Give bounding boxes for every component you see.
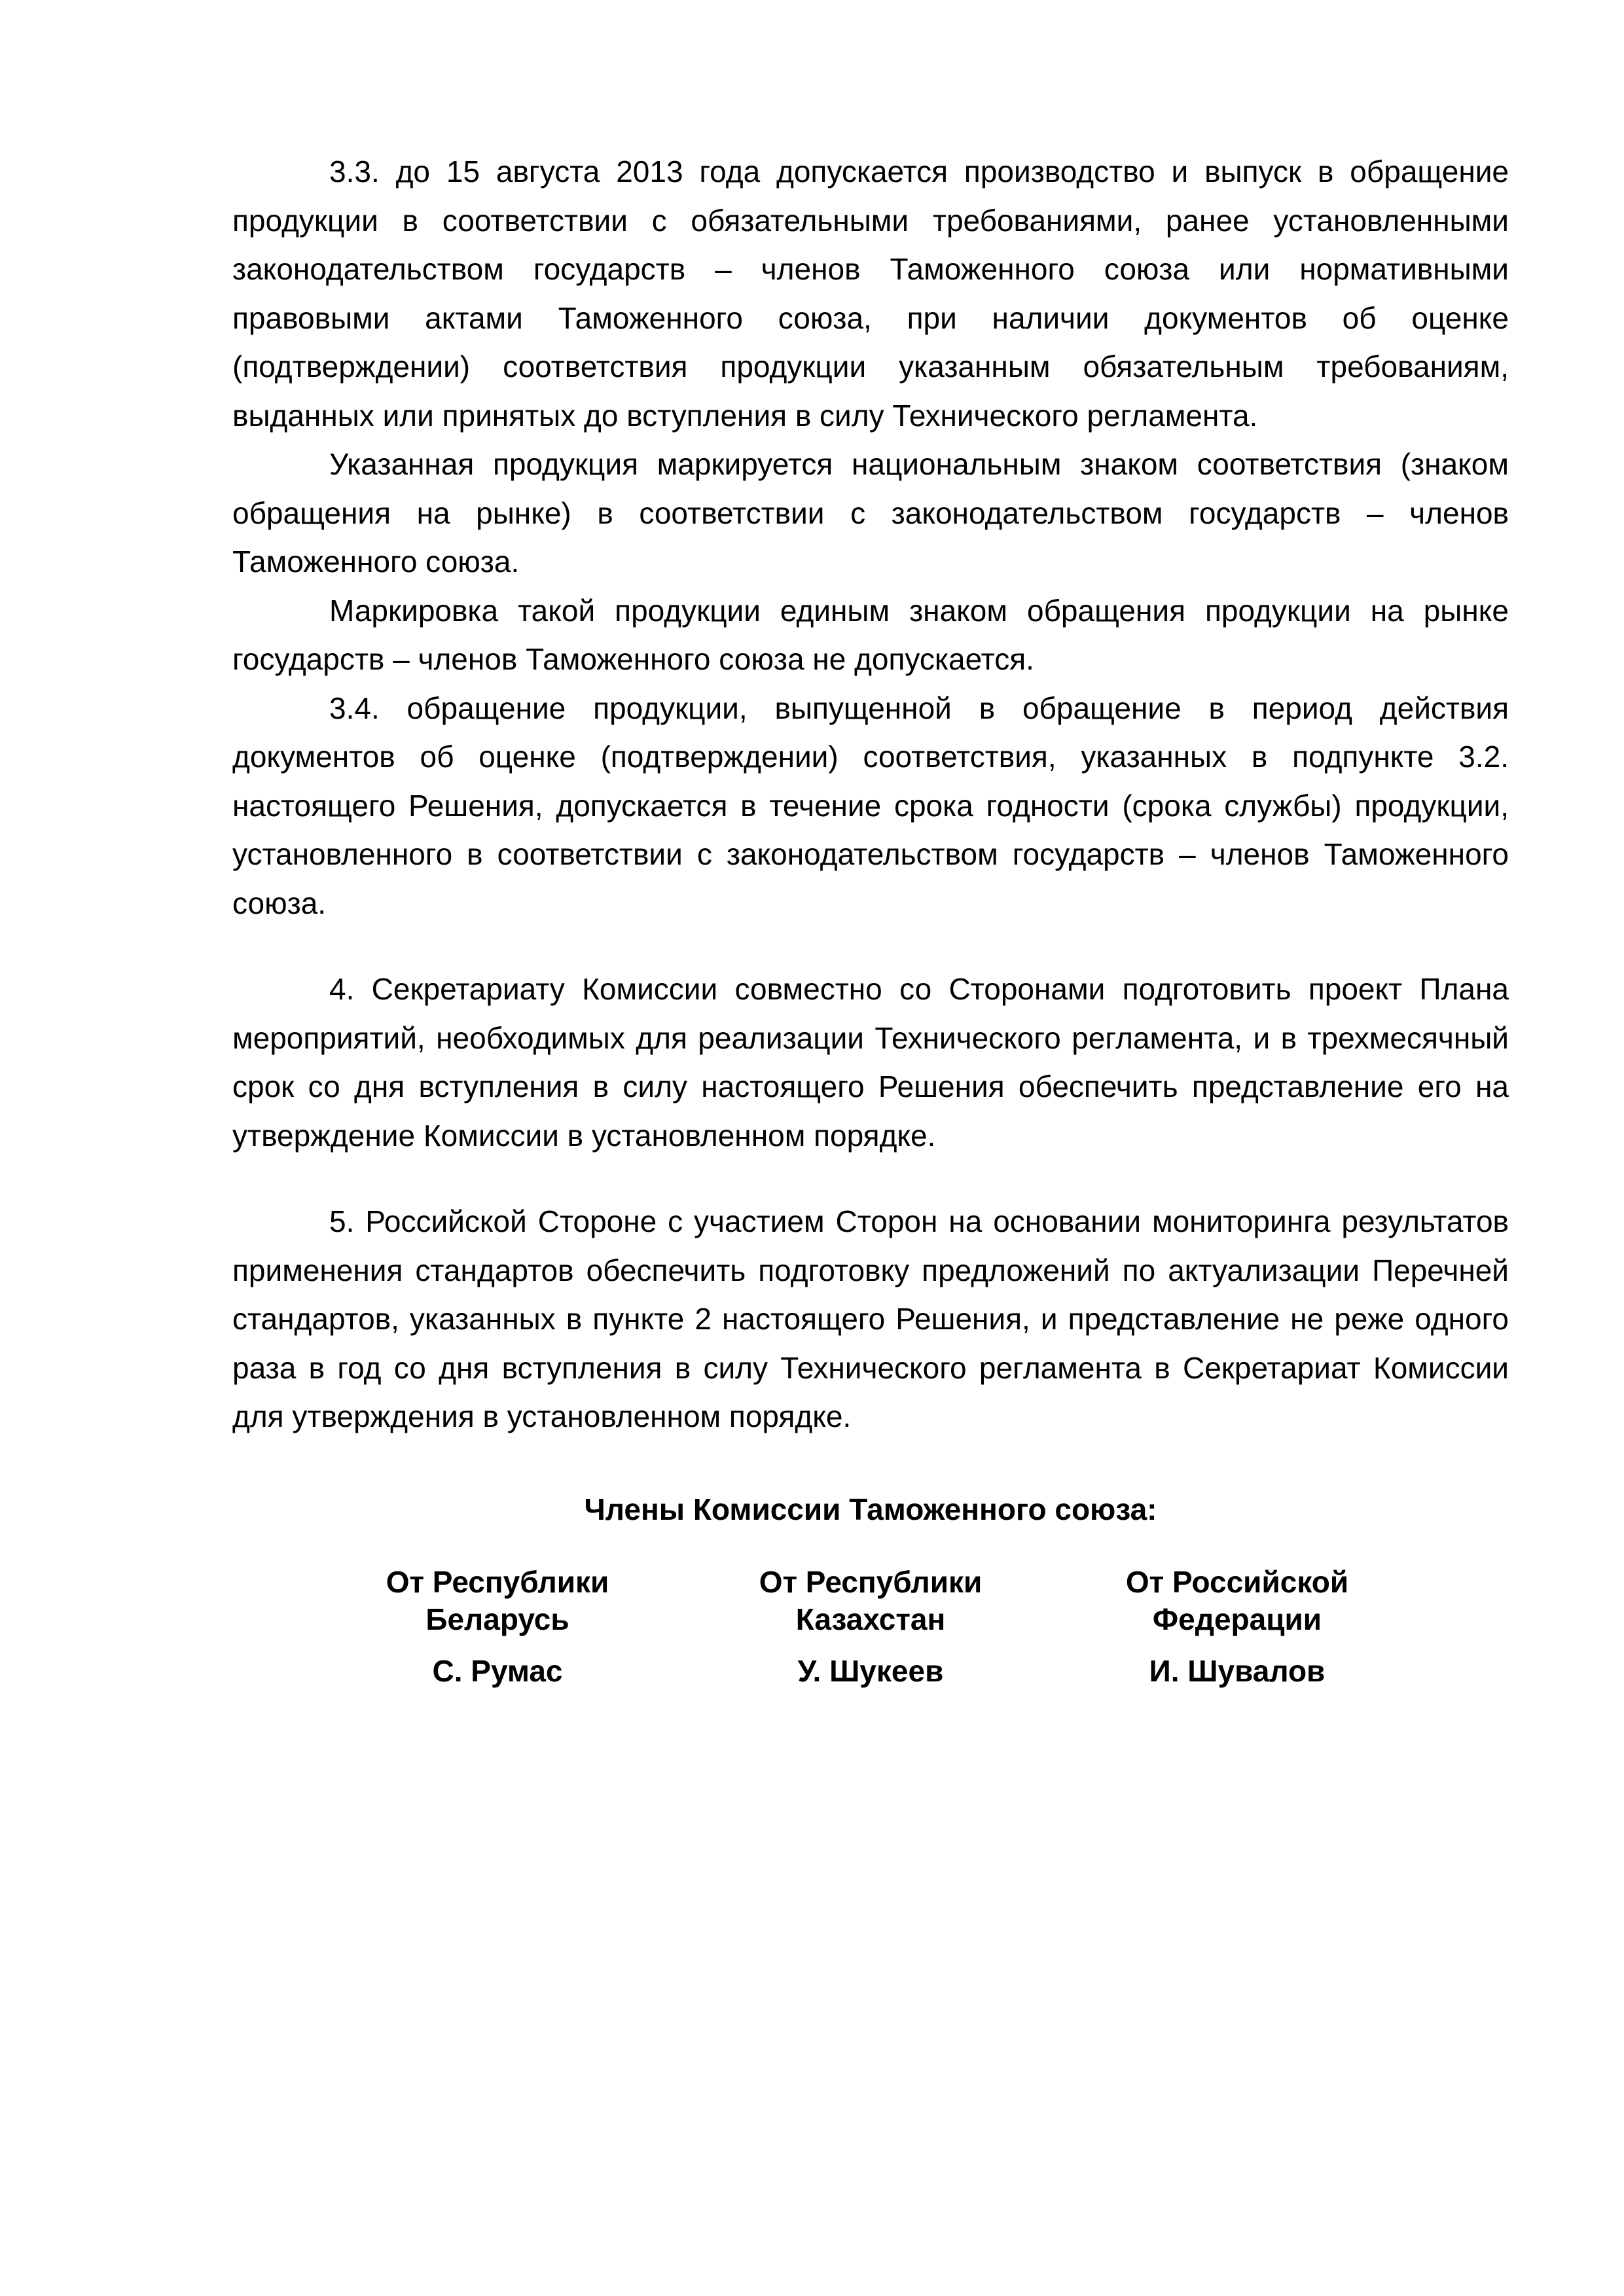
- signatory-country-line1: От Республики: [759, 1564, 983, 1599]
- paragraph-marking-national: Указанная продукция маркируется национальным знаком соответствия (знаком обращения на рынке) в соответствии с законодательством государств – членов Таможенного союза.: [232, 447, 1509, 579]
- signatory-name: У. Шукеев: [797, 1653, 944, 1688]
- document-page: [232, 147, 1509, 1721]
- signatory-country-line1: От Республики: [386, 1564, 609, 1599]
- signatory-russia: [1054, 1564, 1420, 1690]
- signatory-country-line2: Беларусь: [425, 1602, 569, 1636]
- signatories-title: Члены Комиссии Таможенного союза:: [584, 1492, 1157, 1526]
- signatory-name: И. Шувалов: [1149, 1653, 1326, 1688]
- paragraph-spacer: [232, 1160, 1509, 1197]
- signatory-country: [314, 1564, 681, 1638]
- signatory-belarus: [314, 1564, 681, 1690]
- signatory-country-line2: Казахстан: [795, 1602, 946, 1636]
- paragraph-4: 4. Секретариату Комиссии совместно со Сторонами подготовить проект Плана мероприятий, необходимых для реализации Технического регламента, и в трехмесячный срок со дня вступления в силу настоящего Решения обеспечить представление его на утверждение Комиссии в установленном порядке.: [232, 972, 1509, 1153]
- signatory-kazakhstan: [687, 1564, 1054, 1690]
- signatory-country-line1: От Российской: [1125, 1564, 1349, 1599]
- paragraph-3-4: 3.4. обращение продукции, выпущенной в обращение в период действия документов об оценке (подтверждении) соответствия, указанных в подпункте 3.2. настоящего Решения, допускается в течение срока годности (срока службы) продукции, установленного в соответствии с законодательством государств – членов Таможенного союза.: [232, 691, 1509, 920]
- signatory-country-line2: Федерации: [1152, 1602, 1322, 1636]
- signatory-name: С. Румас: [432, 1653, 563, 1688]
- paragraph-5: 5. Российской Стороне с участием Сторон на основании мониторинга результатов применения стандартов обеспечить подготовку предложений по актуализации Перечней стандартов, указанных в пункте 2 настоящего Решения, и представление не реже одного раза в год со дня вступления в силу Технического регламента в Секретариат Комиссии для утверждения в установленном порядке.: [232, 1204, 1509, 1433]
- signatories-block: [232, 1564, 1509, 1721]
- paragraph-spacer: [232, 927, 1509, 965]
- signatory-country: [1054, 1564, 1420, 1638]
- paragraph-3-3: 3.3. до 15 августа 2013 года допускается производство и выпуск в обращение продукции в соответствии с обязательными требованиями, ранее установленными законодательством государств – членов Таможенного союза или нормативными правовыми актами Таможенного союза, при наличии документов об оценке (подтверждении) соответствия продукции указанным обязательным требованиям, выданных или принятых до вступления в силу Технического регламента.: [232, 154, 1509, 433]
- paragraph-marking-prohibited: Маркировка такой продукции единым знаком обращения продукции на рынке государств – членов Таможенного союза не допускается.: [232, 593, 1509, 676]
- signatory-country: [687, 1564, 1054, 1638]
